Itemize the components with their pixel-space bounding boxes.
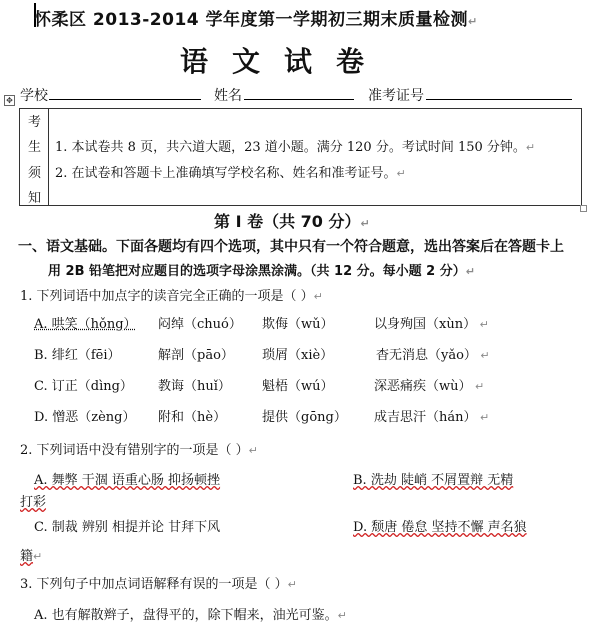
option-c-word-1: C. 订正（dìng） [34,379,133,394]
notice-table [19,108,582,206]
option-b-word-2: 解剖（pāo） [158,348,234,363]
option-a-word-1: A. 哄笑（hǒng） [34,317,137,332]
exam-number-label: 准考证号 [368,88,424,104]
option-b-text: B. 洗劫 陡峭 不屑置辩 无精 [353,473,514,488]
part-title: 第 I 卷（共 70 分）↵ [214,212,370,231]
option-d-word-3: 提供（gōng） [262,410,347,425]
option-c-word-4: 深恶痛疾（wù） ↵ [374,379,485,394]
option-a-word-3: 欺侮（wǔ） [262,317,334,332]
notice-line: 2. 在试卷和答题卡上准确填写学校名称、姓名和准考证号。↵ [55,166,406,181]
option-b-word-3: 琐屑（xiè） [262,348,334,363]
option-d-word-2: 附和（hè） [158,410,227,425]
section-heading-cont: 用 2B 铅笔把对应题目的选项字母涂黑涂满。（共 12 分。每小题 2 分）↵ [48,264,475,279]
question-stem: 1. 下列词语中加点字的读音完全正确的一项是（ ）↵ [20,289,323,304]
option-a-text: A. 舞弊 干涸 语重心肠 抑扬顿挫 [34,473,221,488]
notice-line: 1. 本试卷共 8 页，共六道大题，23 道小题。满分 120 分。考试时间 150 分钟。↵ [55,140,536,155]
table-move-handle-icon[interactable]: ✥ [4,95,15,106]
notice-label-char: 考 [28,115,42,130]
option-c-word-2: 教诲（huǐ） [158,379,231,394]
school-label: 学校 [20,88,48,104]
option-b-word-4: 杳无消息（yǎo） ↵ [376,348,490,363]
exam-number-blank[interactable] [426,99,572,100]
section-heading: 一、语文基础。下面各题均有四个选项，其中只有一个符合题意，选出答案后在答题卡上 [18,239,564,255]
notice-divider [48,108,49,206]
exam-title: 怀柔区 2013-2014 学年度第一学期初三期末质量检测↵ [34,10,478,30]
question-stem: 2. 下列词语中没有错别字的一项是（ ）↵ [20,443,258,458]
option-a-word-2: 闷绰（chuó） [158,317,242,332]
option-d-text: D. 颓唐 倦怠 坚持不懈 声名狼 [353,520,527,535]
option-d-word-4: 成吉思汗（hán） ↵ [374,410,490,425]
option-d-word-1: D. 憎恶（zèng） [34,410,136,425]
name-blank[interactable] [244,99,354,100]
option-a-word-4: 以身殉国（xùn） ↵ [374,317,489,332]
option-b-word-1: B. 绯红（fēi） [34,348,121,363]
option-b-text-cont: 打彩 [20,495,47,510]
notice-label-char: 知 [28,191,42,206]
question-stem: 3. 下列句子中加点词语解释有误的一项是（ ）↵ [20,577,297,592]
table-resize-handle[interactable] [580,205,587,212]
notice-label-char: 须 [28,166,42,181]
name-label: 姓名 [214,88,242,104]
option-a-text: A. 也有解散辫子，盘得平的，除下帽来，油光可鉴。↵ [34,608,347,623]
option-d-text-cont: 籍↵ [20,549,43,564]
option-c-word-3: 魁梧（wú） [262,379,334,394]
notice-label-char: 生 [28,140,42,155]
subject-title: 语文试卷 [180,45,389,78]
school-blank[interactable] [49,99,201,100]
option-c-text: C. 制裁 辨别 相提并论 甘拜下风 [34,520,221,535]
